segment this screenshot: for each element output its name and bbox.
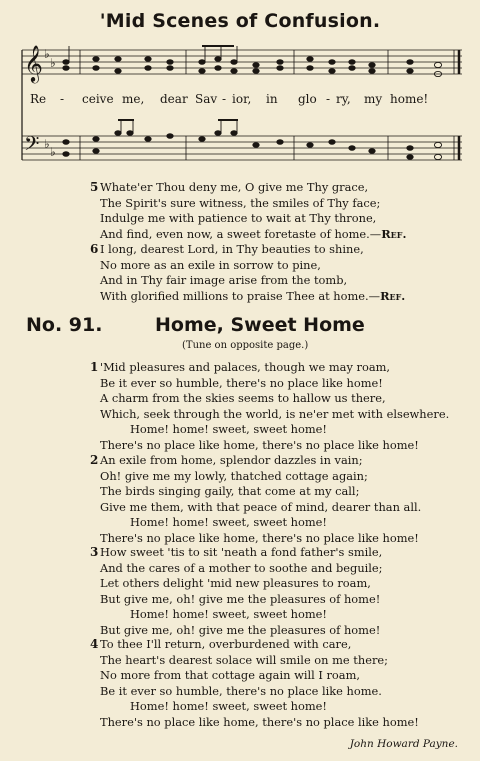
- stanza-number: 6: [90, 242, 99, 256]
- stanza-line-text: With glorified millions to praise Thee at home.—: [100, 288, 381, 303]
- stanza-line: Indulge me with patience to wait at Thy throne,: [100, 211, 377, 226]
- hymn91-stanza-2: [90, 453, 421, 547]
- svg-text:♭: ♭: [50, 56, 56, 70]
- lyric-syllable: glo: [298, 92, 317, 106]
- stanza-line: Whate'er Thou deny me, O give me Thy grace,: [100, 180, 369, 194]
- lyric-syllable: in: [266, 92, 278, 106]
- stanza-line: I long, dearest Lord, in Thy beauties to shine,: [100, 242, 364, 256]
- hymn-title-mid-scenes: 'Mid Scenes of Confusion.: [99, 10, 381, 32]
- lyric-syllable: Re: [30, 92, 47, 106]
- chorus-line: Home! home! sweet, sweet home!: [130, 422, 327, 437]
- hymn91-stanza-4: [90, 637, 419, 731]
- stanza-number: 3: [90, 545, 99, 559]
- stanza-line: Oh! give me my lowly, thatched cottage again;: [100, 468, 368, 483]
- stanza-line-text: And find, even now, a sweet foretaste of home.—: [100, 226, 382, 241]
- lyric-syllable: home!: [390, 92, 429, 106]
- stanza-line: Be it ever so humble, there's no place like home.: [100, 683, 382, 698]
- svg-text:♭: ♭: [44, 47, 50, 61]
- lyric-syllable: me,: [122, 92, 145, 106]
- stanza-line: No more as an exile in sorrow to pine,: [100, 257, 321, 272]
- tune-note: (Tune on opposite page.): [182, 340, 309, 351]
- hymn-number: No. 91.: [26, 314, 103, 336]
- stanza-5: [90, 180, 406, 242]
- svg-text:♭: ♭: [50, 145, 56, 159]
- stanza-line: And the cares of a mother to soothe and beguile;: [100, 560, 383, 575]
- chorus-line: There's no place like home, there's no place like home!: [100, 714, 419, 729]
- stanza-line-with-refrain: [90, 227, 406, 243]
- stanza-line: And in Thy fair image arise from the tomb,: [100, 273, 348, 288]
- stanza-number: 5: [90, 180, 99, 194]
- lyric-syllable: ceive: [82, 92, 114, 106]
- stanza-line: An exile from home, splendor dazzles in vain;: [100, 453, 363, 467]
- lyric-syllable: dear: [160, 92, 188, 106]
- chorus-line: There's no place like home, there's no place like home!: [100, 437, 419, 452]
- chorus-line: Home! home! sweet, sweet home!: [130, 515, 327, 530]
- stanza-line: The birds singing gaily, that come at my call;: [100, 484, 360, 499]
- chorus-line: Home! home! sweet, sweet home!: [130, 607, 327, 622]
- stanza-line-with-refrain: [90, 289, 405, 305]
- stanza-line: Which, seek through the world, is ne'er met with elsewhere.: [100, 406, 450, 421]
- stanza-line: Give me them, with that peace of mind, dearer than all.: [100, 499, 422, 514]
- hymn91-stanza-3: [90, 545, 383, 639]
- chorus-line: There's no place like home, there's no place like home!: [100, 530, 419, 545]
- svg-text:𝄢: 𝄢: [24, 132, 40, 160]
- refrain-marker: Ref.: [381, 226, 407, 241]
- stanza-number: 1: [90, 360, 99, 374]
- lyric-syllable: ior,: [232, 92, 252, 106]
- author-credit: John Howard Payne.: [349, 738, 458, 750]
- lyric-syllable: -: [60, 92, 65, 106]
- stanza-line: The Spirit's sure witness, the smiles of Thy face;: [100, 195, 381, 210]
- hymn-title-home-sweet-home: Home, Sweet Home: [155, 314, 365, 336]
- stanza-line: No more from that cottage again will I roam,: [100, 668, 360, 683]
- svg-text:𝄞: 𝄞: [24, 44, 43, 82]
- stanza-6: [90, 242, 405, 304]
- stanza-line: But give me, oh! give me the pleasures of home!: [100, 591, 381, 606]
- chorus-line: But give me, oh! give me the pleasures of home!: [100, 622, 381, 637]
- chorus-line: Home! home! sweet, sweet home!: [130, 699, 327, 714]
- hymn91-stanza-1: [90, 360, 449, 454]
- stanza-line: How sweet 'tis to sit 'neath a fond father's smile,: [100, 545, 383, 559]
- stanza-number: 2: [90, 453, 99, 467]
- svg-text:♭: ♭: [44, 137, 50, 151]
- lyric-syllable: ry,: [336, 92, 351, 106]
- lyric-syllable: my: [364, 92, 383, 106]
- stanza-line: Be it ever so humble, there's no place like home!: [100, 375, 383, 390]
- lyric-syllable: -: [326, 92, 331, 106]
- stanza-line: 'Mid pleasures and palaces, though we may roam,: [100, 360, 391, 374]
- stanza-line: To thee I'll return, overburdened with care,: [100, 637, 352, 651]
- stanza-number: 4: [90, 637, 99, 651]
- lyric-syllable: -: [222, 92, 227, 106]
- stanza-line: A charm from the skies seems to hallow us there,: [100, 391, 386, 406]
- refrain-marker: Ref.: [380, 288, 406, 303]
- lyric-syllable: Sav: [195, 92, 218, 106]
- stanza-line: Let others delight 'mid new pleasures to roam,: [100, 576, 371, 591]
- stanza-line: The heart's dearest solace will smile on me there;: [100, 652, 388, 667]
